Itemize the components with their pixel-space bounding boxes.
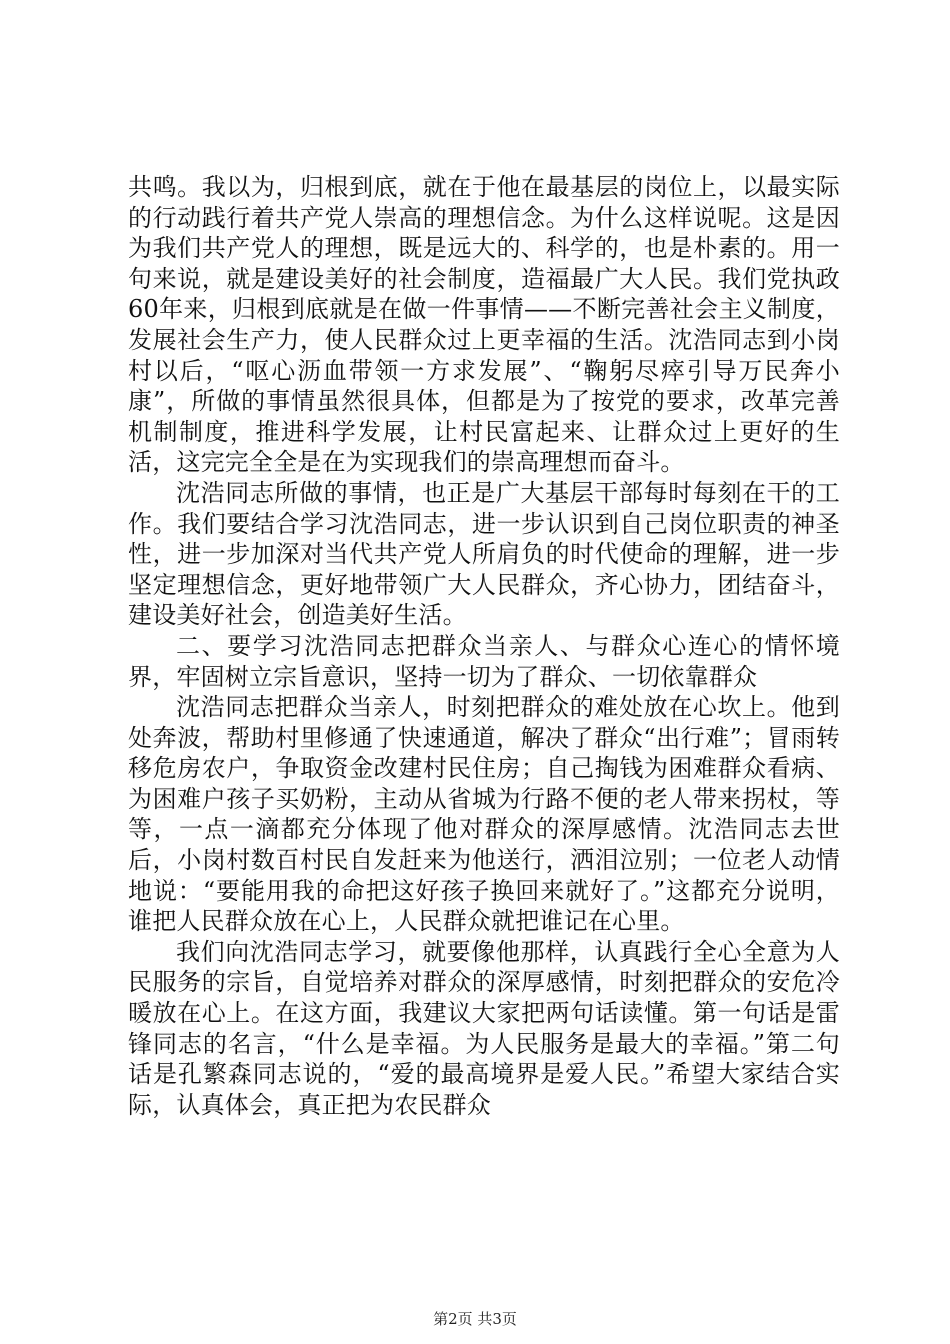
page-footer: 第2页 共3页 <box>433 1310 517 1328</box>
document-body <box>128 172 840 1120</box>
paragraph: 沈浩同志所做的事情，也正是广大基层干部每时每刻在干的工作。我们要结合学习沈浩同志，进一步认识到自己岗位职责的神圣性，进一步加深对当代共产党人所肩负的时代使命的理解，进一步坚定理想信念，更好地带领广大人民群众，齐心协力，团结奋斗，建设美好社会，创造美好生活。 <box>128 478 840 630</box>
paragraph-continued: 共鸣。我以为，归根到底，就在于他在最基层的岗位上，以最实际的行动践行着共产党人崇高的理想信念。为什么这样说呢。这是因为我们共产党人的理想，既是远大的、科学的，也是朴素的。用一句来说，就是建设美好的社会制度，造福最广大人民。我们党执政60年来，归根到底就是在做一件事情——不断完善社会主义制度，发展社会生产力，使人民群众过上更幸福的生活。沈浩同志到小岗村以后，“呕心沥血带领一方求发展”、“鞠躬尽瘁引导万民奔小康”，所做的事情虽然很具体，但都是为了按党的要求，改革完善机制制度，推进科学发展，让村民富起来、让群众过上更好的生活，这完完全全是在为实现我们的崇高理想而奋斗。 <box>128 173 840 477</box>
paragraph: 沈浩同志把群众当亲人，时刻把群众的难处放在心坎上。他到处奔波，帮助村里修通了快速通道，解决了群众“出行难”；冒雨转移危房农户，争取资金改建村民住房；自己掏钱为困难群众看病、为困难户孩子买奶粉，主动从省城为行路不便的老人带来拐杖，等等，一点一滴都充分体现了他对群众的深厚感情。沈浩同志去世后，小岗村数百村民自发赶来为他送行，洒泪泣别；一位老人动情地说：“要能用我的命把这好孩子换回来就好了。”这都充分说明，谁把人民群众放在心上，人民群众就把谁记在心里。 <box>128 693 840 936</box>
section-heading: 二、要学习沈浩同志把群众当亲人、与群众心连心的情怀境界，牢固树立宗旨意识，坚持一切为了群众、一切依靠群众 <box>128 631 840 691</box>
paragraph: 我们向沈浩同志学习，就要像他那样，认真践行全心全意为人民服务的宗旨，自觉培养对群众的深厚感情，时刻把群众的安危冷暖放在心上。在这方面，我建议大家把两句话读懂。第一句话是雷锋同志的名言，“什么是幸福。为人民服务是最大的幸福。”第二句话是孔繁森同志说的，“爱的最高境界是爱人民。”希望大家结合实际，认真体会，真正把为农民群众 <box>128 937 840 1119</box>
